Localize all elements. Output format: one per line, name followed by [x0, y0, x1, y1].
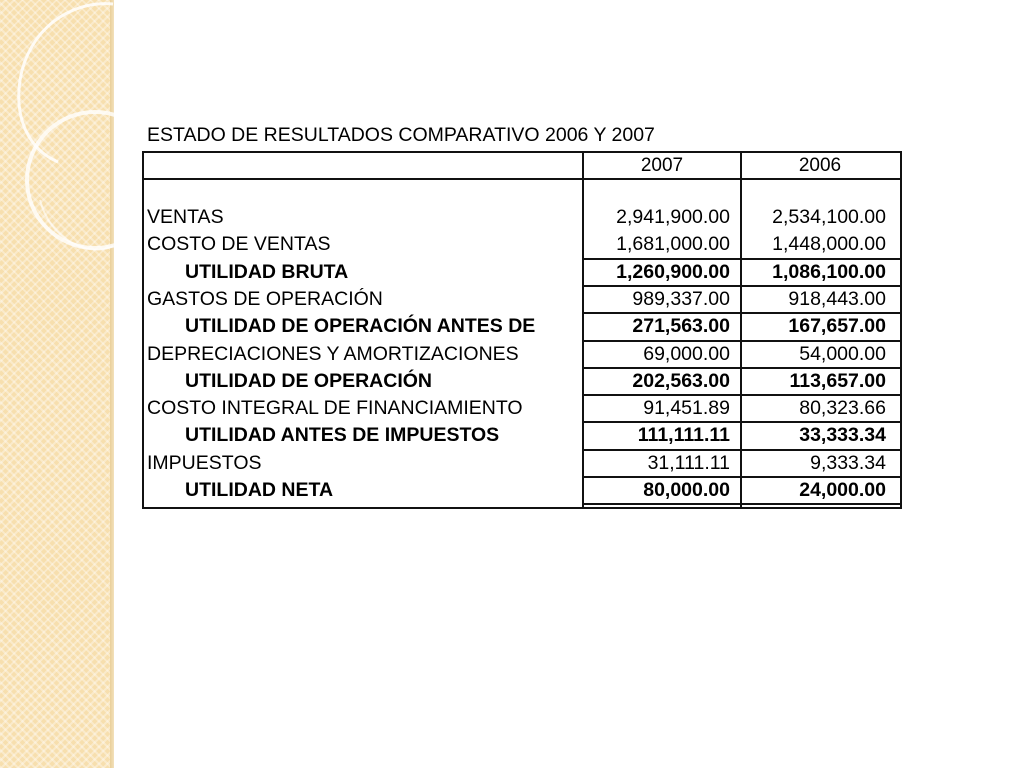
subtotal-rule [582, 503, 900, 505]
value-2007: 1,681,000.00 [616, 233, 730, 256]
value-2006: 113,657.00 [789, 369, 886, 392]
row-label: UTILIDAD DE OPERACIÓN [185, 369, 433, 392]
row-label: DEPRECIACIONES Y AMORTIZACIONES [147, 342, 519, 365]
value-2007: 91,451.89 [643, 397, 730, 420]
report-title: ESTADO DE RESULTADOS COMPARATIVO 2006 Y 2007 [147, 124, 655, 146]
value-2006: 33,333.34 [799, 424, 886, 447]
subtotal-rule [582, 258, 900, 260]
row-label: UTILIDAD NETA [185, 479, 334, 501]
table-row [142, 204, 900, 231]
value-2006: 918,443.00 [788, 287, 886, 310]
table-row [142, 313, 900, 340]
row-label: GASTOS DE OPERACIÓN [147, 287, 383, 310]
value-2007: 31,111.11 [647, 451, 730, 474]
column-header-2007: 2007 [640, 155, 684, 176]
subtotal-rule [582, 312, 900, 314]
value-2006: 9,333.34 [810, 451, 886, 474]
column-header-2006: 2006 [798, 155, 842, 176]
decorative-side-panel [0, 0, 113, 768]
value-2007: 1,260,900.00 [616, 260, 730, 283]
income-statement-table [142, 151, 900, 508]
value-2006: 24,000.00 [799, 479, 886, 501]
table-row [142, 286, 900, 313]
table-row [142, 422, 900, 449]
table-row [142, 450, 900, 477]
row-label: VENTAS [147, 206, 224, 228]
row-label: UTILIDAD ANTES DE IMPUESTOS [185, 424, 500, 447]
value-2007: 111,111.11 [637, 424, 730, 447]
subtotal-rule [582, 421, 900, 423]
table-row [142, 395, 900, 422]
row-label: COSTO DE VENTAS [147, 233, 331, 256]
row-label: UTILIDAD DE OPERACIÓN ANTES DE [185, 315, 536, 338]
row-label: UTILIDAD BRUTA [185, 260, 349, 283]
value-2006: 80,323.66 [799, 397, 886, 420]
side-panel-edge [110, 0, 114, 768]
table-row [142, 231, 900, 258]
value-2007: 989,337.00 [632, 287, 730, 310]
value-2007: 202,563.00 [632, 369, 730, 392]
value-2007: 271,563.00 [632, 315, 730, 338]
value-2006: 1,448,000.00 [772, 233, 886, 256]
subtotal-rule [582, 367, 900, 369]
table-row [142, 259, 900, 286]
value-2007: 69,000.00 [643, 342, 730, 365]
value-2006: 2,534,100.00 [772, 206, 886, 228]
value-2006: 54,000.00 [799, 342, 886, 365]
subtotal-rule [582, 476, 900, 478]
value-2006: 1,086,100.00 [772, 260, 886, 283]
row-label: COSTO INTEGRAL DE FINANCIAMIENTO [147, 397, 523, 420]
row-label: IMPUESTOS [147, 451, 262, 474]
value-2007: 2,941,900.00 [616, 206, 730, 228]
table-row [142, 477, 900, 504]
value-2007: 80,000.00 [643, 479, 730, 501]
table-row [142, 368, 900, 395]
value-2006: 167,657.00 [788, 315, 886, 338]
table-row [142, 341, 900, 368]
